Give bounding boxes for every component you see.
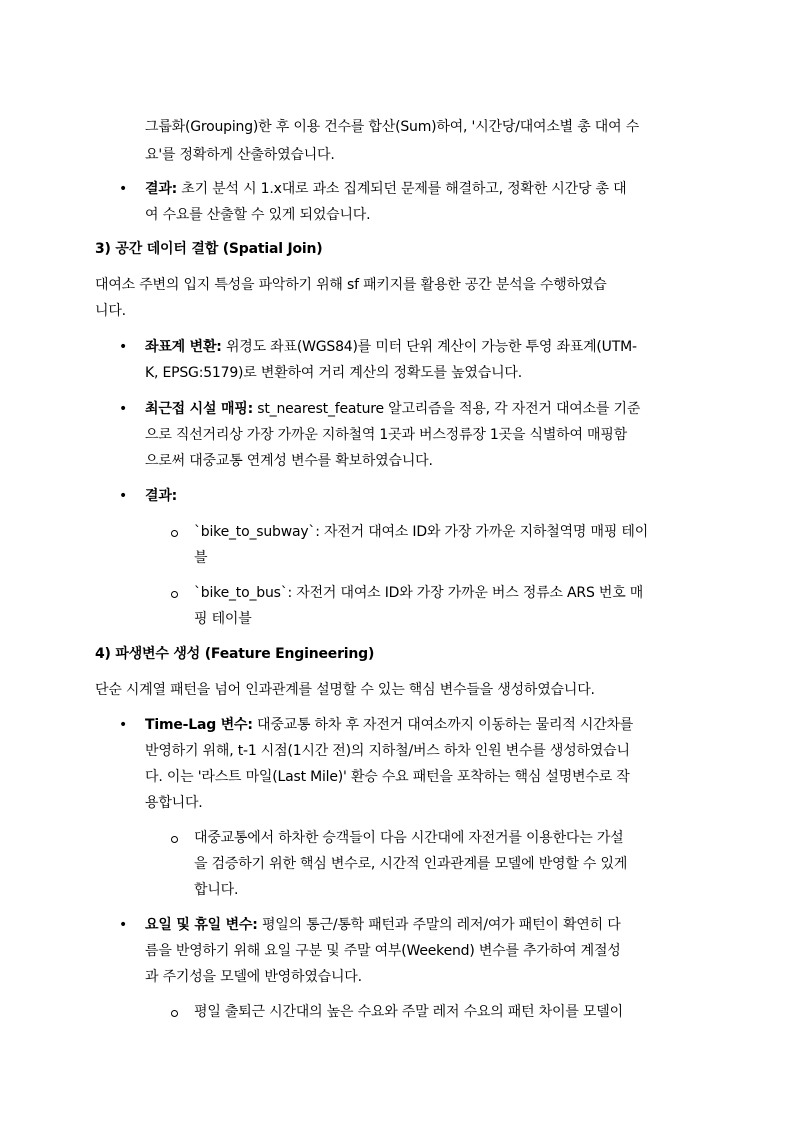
sub-bullet-circle	[171, 1010, 178, 1017]
paragraph-line: 용합니다.	[145, 795, 203, 811]
section-heading: 4) 파생변수 생성 (Feature Engineering)	[95, 646, 375, 662]
paragraph-line: `bike_to_bus`: 자전거 대여소 ID와 가장 가까운 버스 정류소 ARS 번호 매	[194, 585, 644, 601]
day-label: 요일 및 휴일 변수:	[145, 917, 258, 933]
paragraph-line: 다. 이는 '라스트 마일(Last Mile)' 환승 수요 패턴을 포착하는 핵심 설명변수로 작	[145, 769, 630, 785]
paragraph-line: K, EPSG:5179)로 변환하여 거리 계산의 정확도를 높였습니다.	[145, 365, 522, 381]
bullet-dot: •	[119, 488, 128, 504]
result-line	[145, 179, 626, 199]
coord-text: 위경도 좌표(WGS84)를 미터 단위 계산이 가능한 투영 좌표계(UTM-	[221, 339, 637, 355]
lag-label: Time-Lag 변수:	[145, 717, 253, 733]
paragraph-line: 여 수요를 산출할 수 있게 되었습니다.	[145, 207, 371, 223]
paragraph-line: 평일 출퇴근 시간대의 높은 수요와 주말 레저 수요의 패턴 차이를 모델이	[194, 1004, 623, 1020]
coord-line	[145, 337, 637, 357]
day-line	[145, 915, 621, 935]
result-label: 결과:	[145, 181, 178, 197]
paragraph-line: 을 검증하기 위한 핵심 변수로, 시간적 인과관계를 모델에 반영할 수 있게	[194, 856, 628, 872]
sub-bullet-circle	[171, 836, 178, 843]
paragraph-line: 요'를 정확하게 산출하였습니다.	[145, 147, 335, 163]
result-label: 결과:	[145, 488, 178, 504]
coord-label: 좌표계 변환:	[145, 339, 222, 355]
bullet-dot: •	[119, 181, 128, 197]
sub-bullet-circle	[171, 530, 178, 537]
result-text: 초기 분석 시 1.x대로 과소 집계되던 문제를 해결하고, 정확한 시간당 총 대	[177, 181, 627, 197]
paragraph-line: 대여소 주변의 입지 특성을 파악하기 위해 sf 패키지를 활용한 공간 분석을 수행하였습	[95, 277, 607, 293]
paragraph-line: 으로써 대중교통 연계성 변수를 확보하였습니다.	[145, 453, 433, 469]
lag-line	[145, 715, 633, 735]
paragraph-line: 단순 시계열 패턴을 넘어 인과관계를 설명할 수 있는 핵심 변수들을 생성하였습니다.	[95, 682, 595, 698]
day-text: 평일의 통근/통학 패턴과 주말의 레저/여가 패턴이 확연히 다	[257, 917, 621, 933]
paragraph-line: 반영하기 위해, t-1 시점(1시간 전)의 지하철/버스 하차 인원 변수를 생성하였습니	[145, 743, 630, 759]
sub-bullet-circle	[171, 591, 178, 598]
paragraph-line: 과 주기성을 모델에 반영하였습니다.	[145, 969, 362, 985]
nearest-line	[145, 399, 640, 419]
bullet-dot: •	[119, 717, 128, 733]
paragraph-line: 그룹화(Grouping)한 후 이용 건수를 합산(Sum)하여, '시간당/대여소별 총 대여 수	[145, 119, 640, 135]
paragraph-line: 니다.	[95, 303, 126, 319]
paragraph-line: 름을 반영하기 위해 요일 구분 및 주말 여부(Weekend) 변수를 추가하여 계절성	[145, 943, 621, 959]
bullet-dot: •	[119, 339, 128, 355]
nearest-text: st_nearest_feature 알고리즘을 적용, 각 자전거 대여소를 기준	[253, 401, 641, 417]
nearest-label: 최근접 시설 매핑:	[145, 401, 254, 417]
paragraph-line: 합니다.	[194, 882, 239, 898]
section-heading: 3) 공간 데이터 결합 (Spatial Join)	[95, 241, 323, 257]
paragraph-line: 으로 직선거리상 가장 가까운 지하철역 1곳과 버스정류장 1곳을 식별하여 매핑함	[145, 427, 628, 443]
paragraph-line: 블	[194, 550, 208, 566]
paragraph-line: 핑 테이블	[194, 611, 252, 627]
lag-text: 대중교통 하차 후 자전거 대여소까지 이동하는 물리적 시간차를	[252, 717, 634, 733]
bullet-dot: •	[119, 917, 128, 933]
bullet-dot: •	[119, 401, 128, 417]
paragraph-line: `bike_to_subway`: 자전거 대여소 ID와 가장 가까운 지하철역명 매핑 테이	[194, 524, 649, 540]
paragraph-line: 대중교통에서 하차한 승객들이 다음 시간대에 자전거를 이용한다는 가설	[194, 830, 624, 846]
